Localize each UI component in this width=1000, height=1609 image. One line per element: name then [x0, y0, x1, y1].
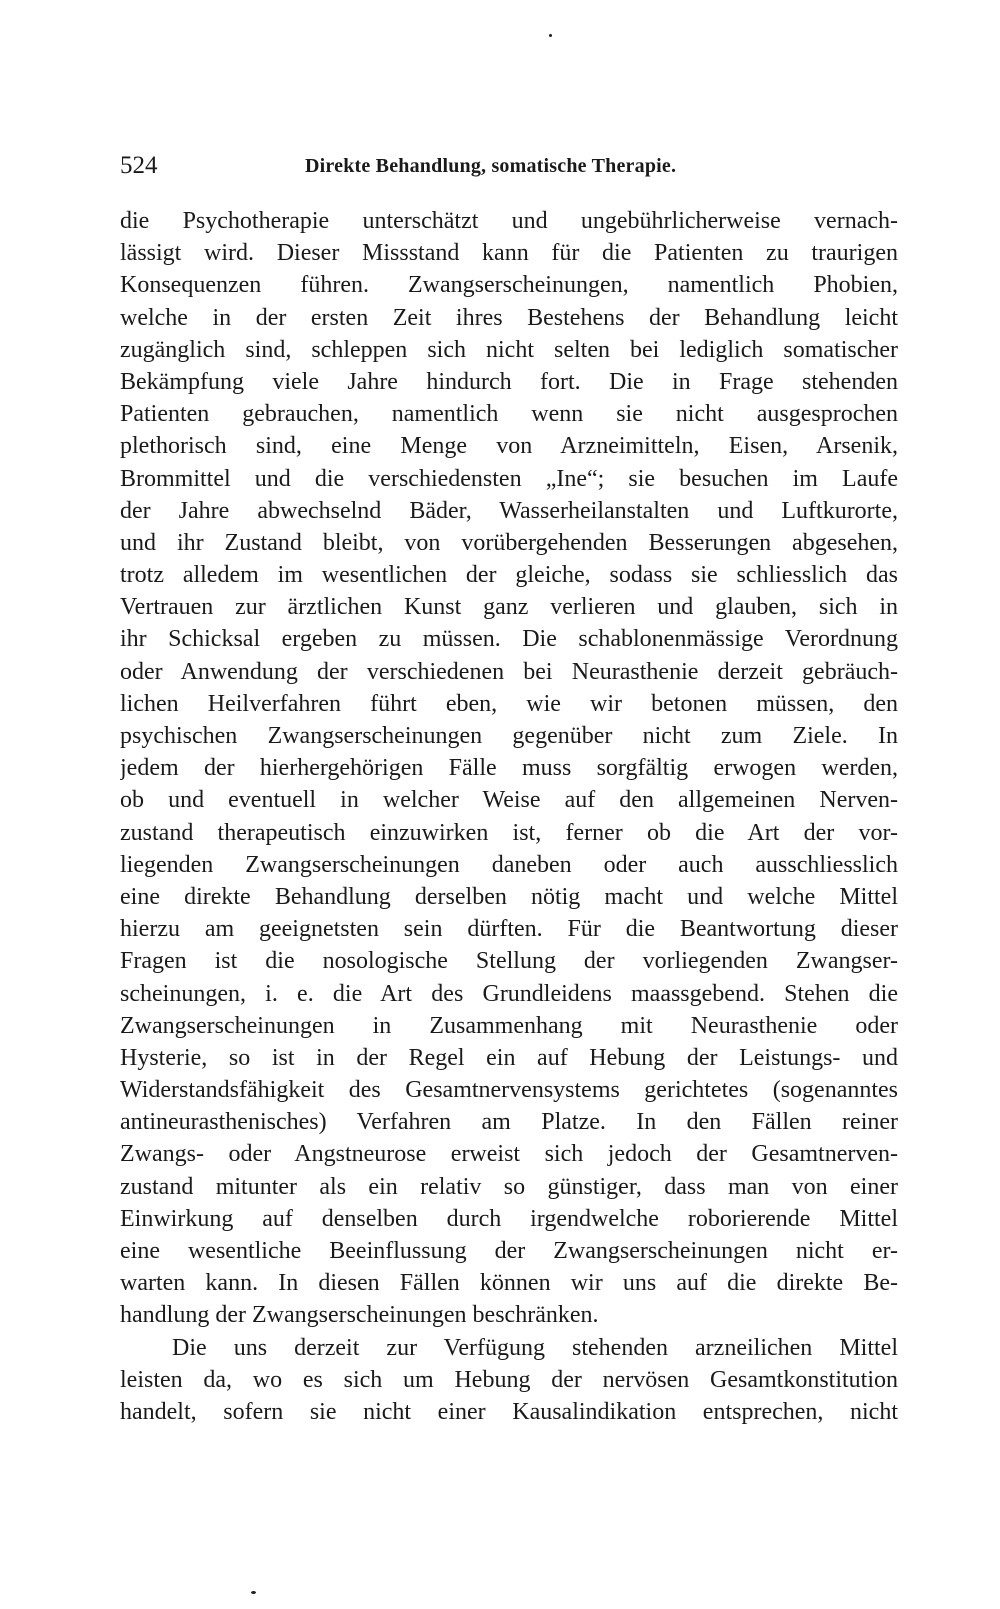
paragraph-end-line: handlung der Zwangserscheinungen beschränken.: [120, 1302, 599, 1329]
text-line: Patienten gebrauchen, namentlich wenn sie nicht ausgesprochen: [120, 401, 898, 428]
running-head: [120, 152, 895, 188]
running-head-title: Direkte Behandlung, somatische Therapie.: [305, 155, 677, 177]
text-line: liegenden Zwangserscheinungen daneben oder auch ausschliesslich: [120, 851, 898, 878]
text-line: und ihr Zustand bleibt, von vorübergehenden Besserungen abgesehen,: [120, 529, 898, 556]
text-line: zustand mitunter als ein relativ so günstiger, dass man von einer: [120, 1173, 898, 1200]
text-line: zugänglich sind, schleppen sich nicht selten bei lediglich somatischer: [120, 336, 898, 363]
text-line: leisten da, wo es sich um Hebung der nervösen Gesamtkonstitution: [120, 1366, 898, 1393]
text-line: der Jahre abwechselnd Bäder, Wasserheilanstalten und Luftkurorte,: [120, 497, 898, 524]
text-line: trotz alledem im wesentlichen der gleiche, sodass sie schliesslich das: [120, 562, 898, 589]
text-line: Fragen ist die nosologische Stellung der vorliegenden Zwangser-: [120, 948, 898, 975]
text-line: jedem der hierhergehörigen Fälle muss sorgfältig erwogen werden,: [120, 755, 898, 782]
text-line: warten kann. In diesen Fällen können wir uns auf die direkte Be-: [120, 1270, 898, 1297]
text-line: eine direkte Behandlung derselben nötig macht und welche Mittel: [120, 883, 898, 910]
text-line: lichen Heilverfahren führt eben, wie wir betonen müssen, den: [120, 690, 898, 717]
text-line: ihr Schicksal ergeben zu müssen. Die schablonenmässige Verordnung: [120, 626, 898, 653]
text-line: Zwangs- oder Angstneurose erweist sich jedoch der Gesamtnerven-: [120, 1141, 898, 1168]
text-line: Bekämpfung viele Jahre hindurch fort. Die in Frage stehenden: [120, 368, 898, 395]
text-line: Einwirkung auf denselben durch irgendwelche roborierende Mittel: [120, 1205, 898, 1232]
text-line: welche in der ersten Zeit ihres Bestehens der Behandlung leicht: [120, 304, 898, 331]
text-line: Widerstandsfähigkeit des Gesamtnervensystems gerichtetes (sogenanntes: [120, 1077, 898, 1104]
text-line: scheinungen, i. e. die Art des Grundleidens maassgebend. Stehen die: [120, 980, 898, 1007]
text-line: Hysterie, so ist in der Regel ein auf Hebung der Leistungs- und: [120, 1044, 898, 1071]
text-line: lässigt wird. Dieser Missstand kann für die Patienten zu traurigen: [120, 240, 898, 267]
print-speck: [251, 1591, 256, 1594]
text-line: oder Anwendung der verschiedenen bei Neurasthenie derzeit gebräuch-: [120, 658, 898, 685]
text-line: Brommittel und die verschiedensten „Ine“; sie besuchen im Laufe: [120, 465, 898, 492]
text-line: Konsequenzen führen. Zwangserscheinungen, namentlich Phobien,: [120, 272, 898, 299]
text-line: ob und eventuell in welcher Weise auf den allgemeinen Nerven-: [120, 787, 898, 814]
text-line: Vertrauen zur ärztlichen Kunst ganz verlieren und glauben, sich in: [120, 594, 898, 621]
text-line: antineurasthenisches) Verfahren am Platze. In den Fällen reiner: [120, 1109, 898, 1136]
text-line: plethorisch sind, eine Menge von Arzneimitteln, Eisen, Arsenik,: [120, 433, 898, 460]
paragraph-start-line: Die uns derzeit zur Verfügung stehenden arzneilichen Mittel: [172, 1334, 898, 1361]
page-number: 524: [120, 152, 158, 179]
text-line: hierzu am geeignetsten sein dürften. Für die Beantwortung dieser: [120, 916, 898, 943]
text-line: zustand therapeutisch einzuwirken ist, ferner ob die Art der vor-: [120, 819, 898, 846]
text-line: handelt, sofern sie nicht einer Kausalindikation entsprechen, nicht: [120, 1398, 898, 1425]
text-line: Zwangserscheinungen in Zusammenhang mit Neurasthenie oder: [120, 1012, 898, 1039]
text-line: eine wesentliche Beeinflussung der Zwangserscheinungen nicht er-: [120, 1238, 898, 1264]
body-text: [120, 205, 898, 1428]
text-line: die Psychotherapie unterschätzt und ungebührlicherweise vernach-: [120, 208, 898, 234]
text-line: psychischen Zwangserscheinungen gegenüber nicht zum Ziele. In: [120, 723, 898, 749]
print-speck: [549, 34, 552, 37]
